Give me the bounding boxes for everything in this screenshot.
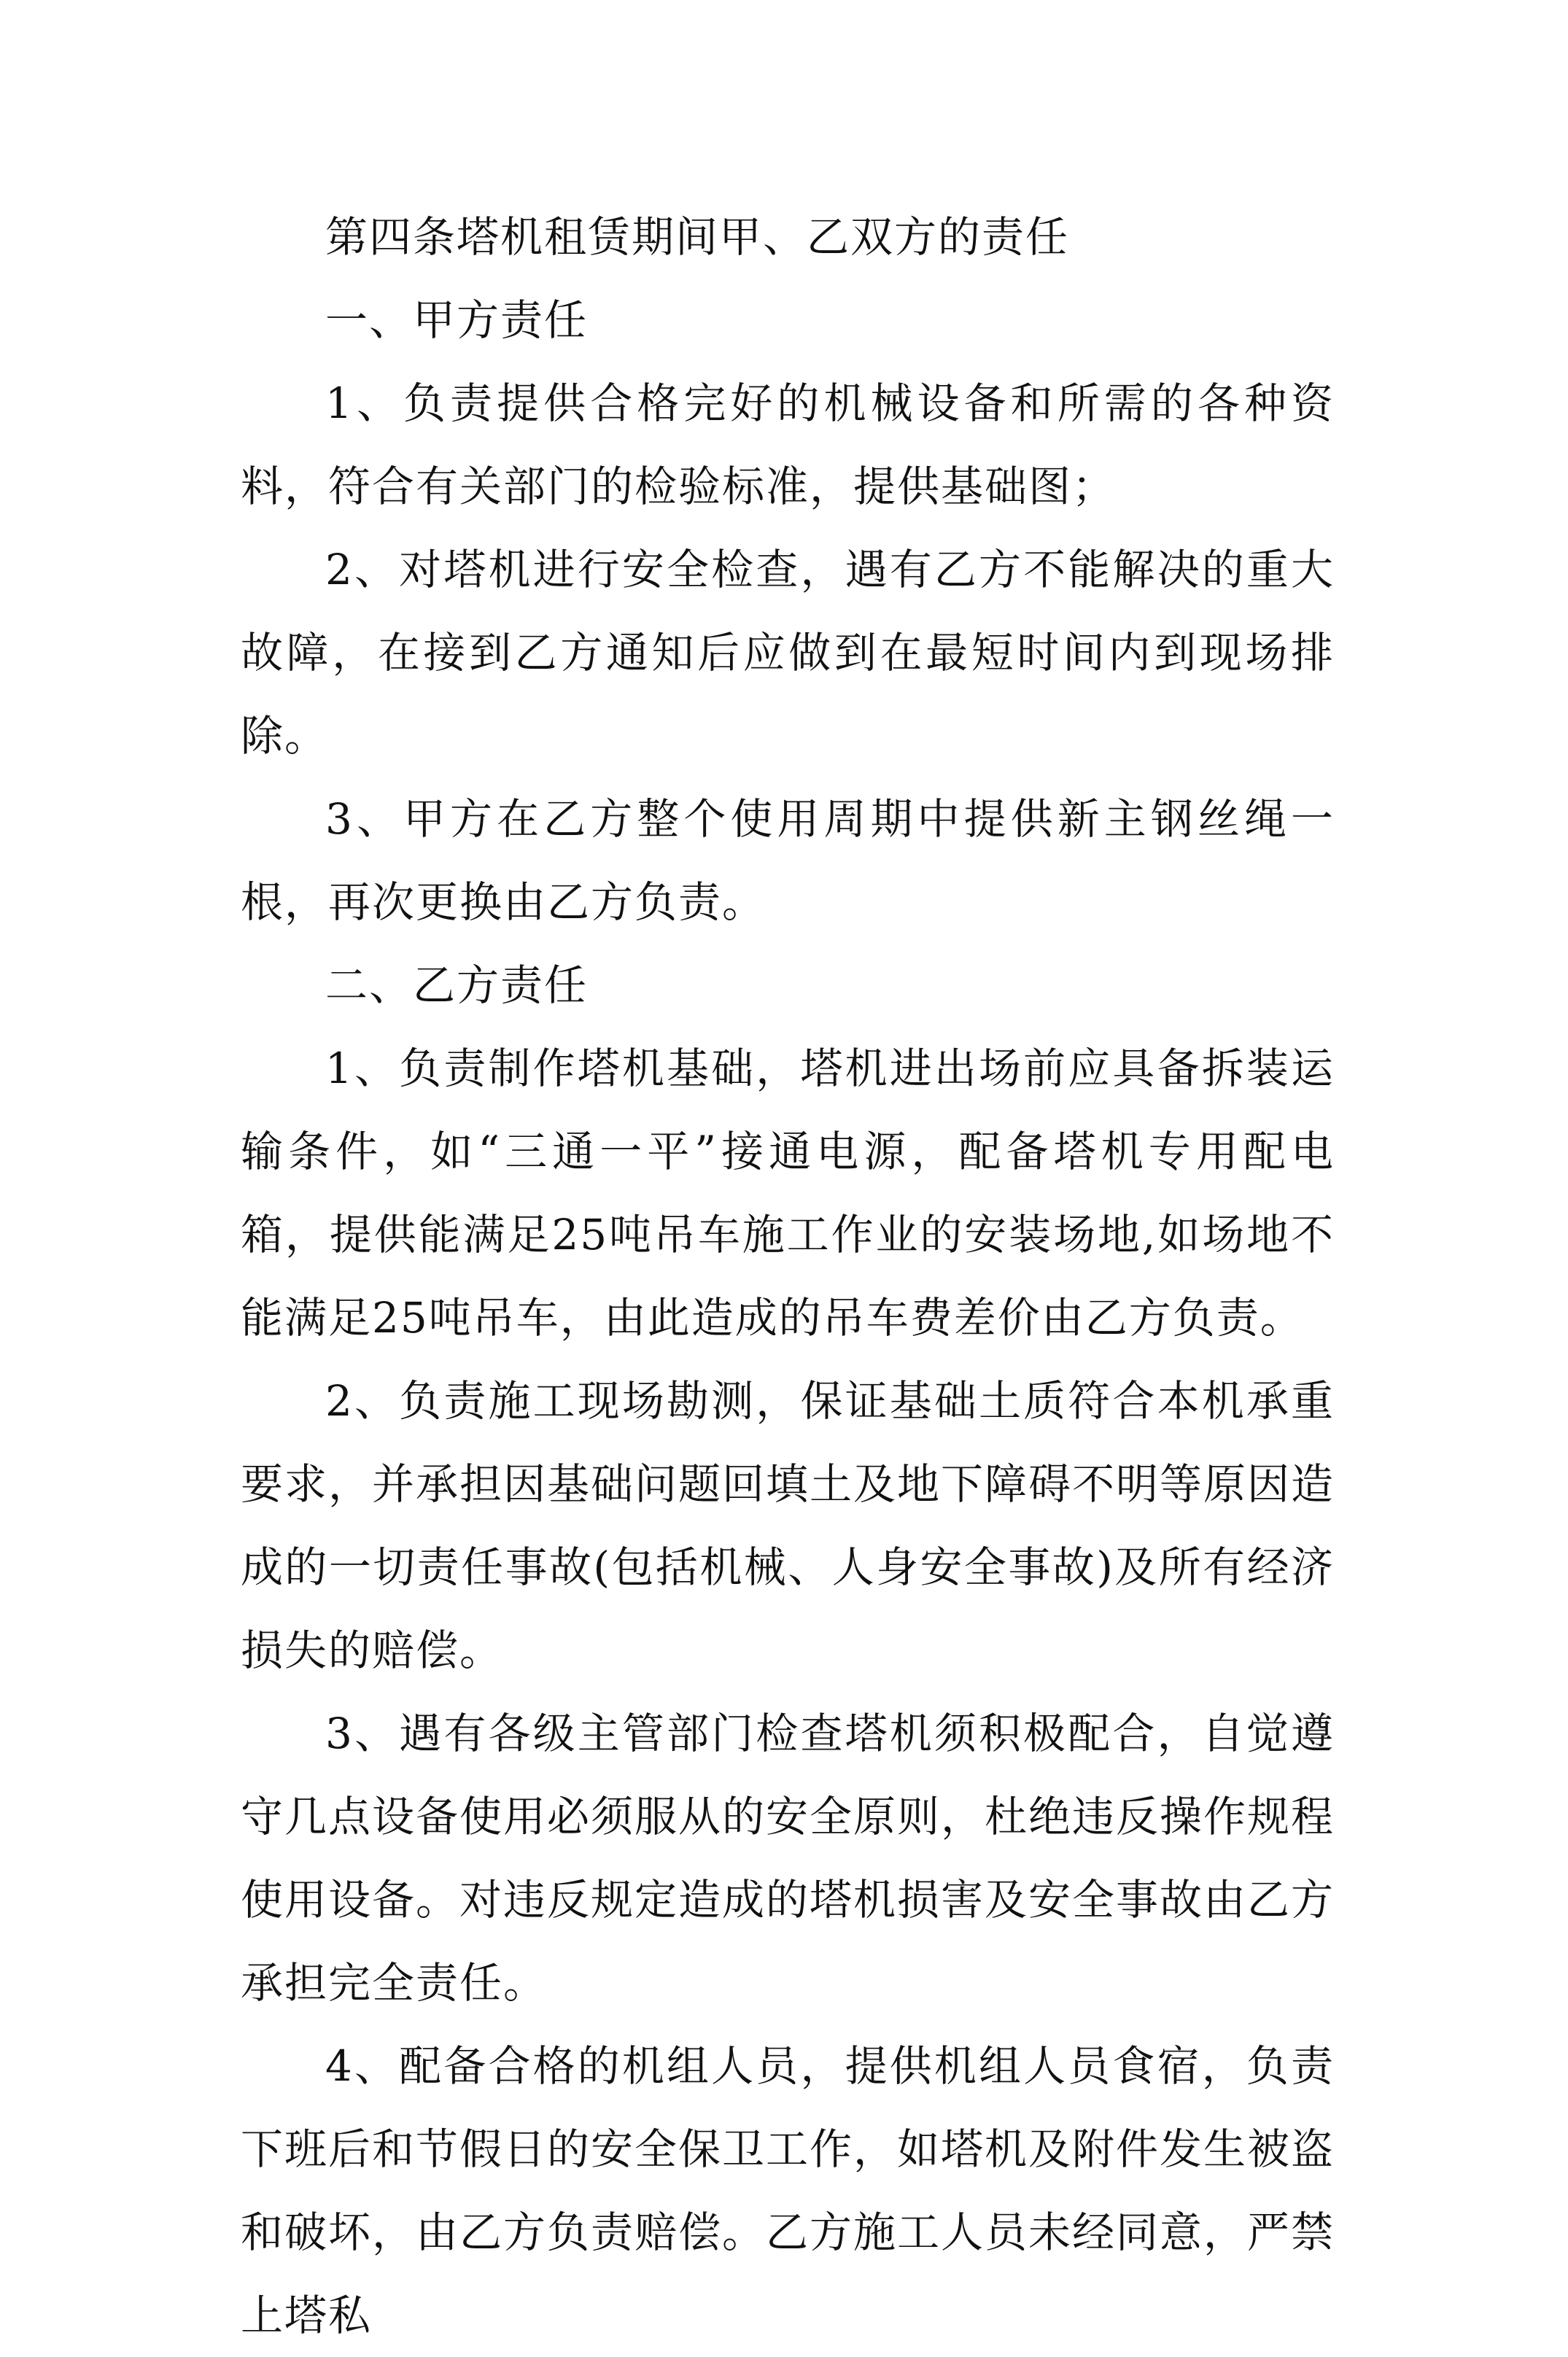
party-b-clause-1: 1、负责制作塔机基础，塔机进出场前应具备拆装运输条件，如“三通一平”接通电源，配备塔机专用配电箱，提供能满足25吨吊车施工作业的安装场地,如场地不能满足25吨吊车，由此造成的吊车费差价由乙方负责。: [241, 1044, 1335, 1343]
party-a-clause-3: 3、甲方在乙方整个使用周期中提供新主钢丝绳一根，再次更换由乙方负责。: [241, 794, 1335, 927]
party-a-clause-2: 2、对塔机进行安全检查，遇有乙方不能解决的重大故障，在接到乙方通知后应做到在最短时间内到现场排除。: [241, 545, 1335, 761]
party-b-clause-2: 2、负责施工现场勘测，保证基础土质符合本机承重要求，并承担因基础问题回填土及地下障碍不明等原因造成的一切责任事故(包括机械、人身安全事故)及所有经济损失的赔偿。: [241, 1376, 1335, 1675]
party-a-clause-1: 1、负责提供合格完好的机械设备和所需的各种资料，符合有关部门的检验标准，提供基础图；: [241, 378, 1335, 511]
party-b-clause-3: 3、遇有各级主管部门检查塔机须积极配合，自觉遵守几点设备使用必须服从的安全原则，杜绝违反操作规程使用设备。对违反规定造成的塔机损害及安全事故由乙方承担完全责任。: [241, 1709, 1335, 2008]
article-heading: 第四条塔机租赁期间甲、乙双方的责任: [325, 212, 1070, 262]
section-heading-party-a: 一、甲方责任: [325, 295, 589, 345]
document-body: [241, 195, 1335, 2357]
party-b-clause-4: 4、配备合格的机组人员，提供机组人员食宿，负责下班后和节假日的安全保卫工作，如塔机及附件发生被盗和破坏，由乙方负责赔偿。乙方施工人员未经同意，严禁上塔私: [241, 2041, 1335, 2340]
section-heading-party-b: 二、乙方责任: [325, 960, 589, 1010]
